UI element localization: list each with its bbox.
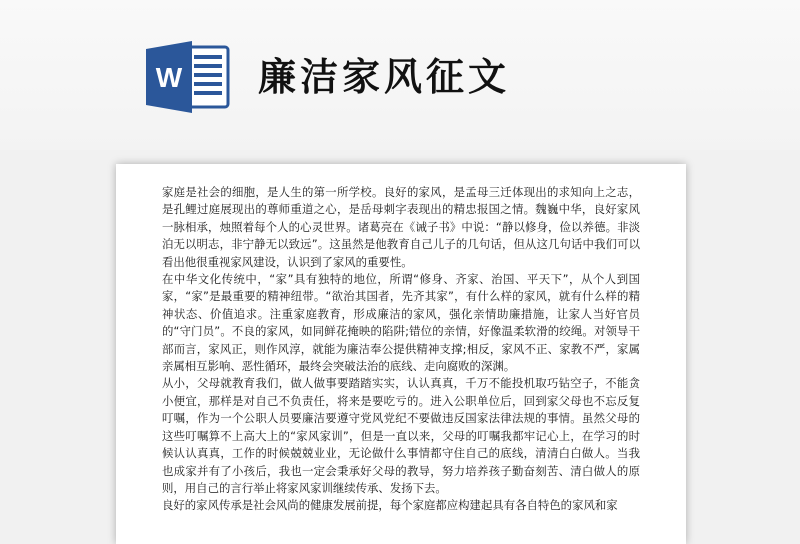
paragraph: 良好的家风传承是社会风尚的健康发展前提，每个家庭都应构建起具有各自特色的家风和家 xyxy=(162,498,618,513)
paragraph: 家庭是社会的细胞，是人生的第一所学校。良好的家风，是孟母三迁体现出的求知向上之志，是孔鲤过庭展现出的尊师重道之心，是岳母刺字表现出的精忠报国之情。魏巍中华，良好家风一脉相承，烛照着每个人的心灵世界。诸葛亮在《诫子书》中说：“静以修身，俭以养德。非淡泊无以明志，非宁静无以致远”。这虽然是他教育自己儿子的几句话，但从这几句话中我们可以看出他很重视家风建设，认识到了家风的重要性。 xyxy=(162,185,640,269)
word-icon xyxy=(146,41,230,113)
document-page xyxy=(116,164,686,544)
page-title: 廉洁家风征文 xyxy=(258,55,511,99)
paragraph: 在中华文化传统中，“家”具有独特的地位，所谓“修身、齐家、治国、平天下”，从个人到国家，“家”是最重要的精神纽带。“欲治其国者，先齐其家”，有什么样的家风，就有什么样的精神状态、价值追求。注重家庭教育，形成廉洁的家风，强化亲情助廉措施，让家人当好官员的“守门员”。不良的家风，如同鲜花掩映的陷阱;错位的亲情，好像温柔软滑的绞绳。对领导干部而言，家风正，则作风淳，就能为廉洁奉公提供精神支撑;相反，家风不正、家教不严，家属亲属相互影响、恶性循环，最终会突破法治的底线、走向腐败的深渊。 xyxy=(162,272,640,374)
word-icon-letter: W xyxy=(155,62,183,93)
document-body xyxy=(162,184,640,515)
paragraph: 从小，父母就教育我们，做人做事要踏踏实实，认认真真，千万不能投机取巧钻空子，不能贪小便宜，那样是对自己不负责任，将来是要吃亏的。进入公职单位后，回到家父母也不忘反复叮嘱，作为一个公职人员要廉洁要遵守党风党纪不要做违反国家法律法规的事情。虽然父母的这些叮嘱算不上高大上的“家风家训”，但是一直以来，父母的叮嘱我都牢记心上，在学习的时候认认真真，工作的时候兢兢业业，无论做什么事情都守住自己的底线，清清白白做人。当我也成家并有了小孩后，我也一定会秉承好父母的教导，努力培养孩子勤奋刻苦、清白做人的原则，用自己的言行举止将家风家训继续传承、发扬下去。 xyxy=(162,376,640,495)
